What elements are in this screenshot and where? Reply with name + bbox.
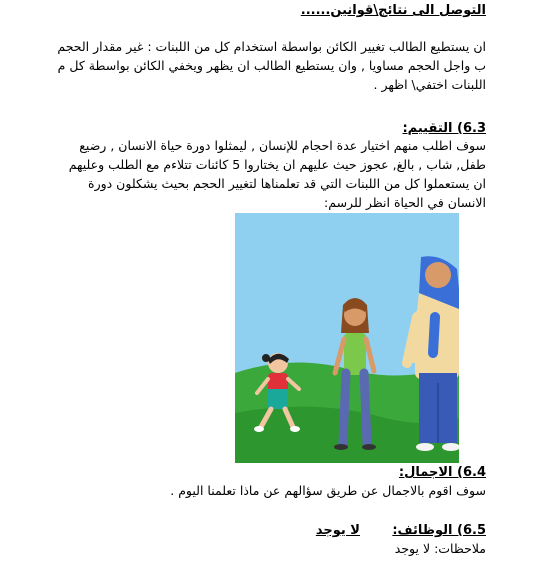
- heading-evaluation: 6.3) التقييم:: [402, 121, 486, 136]
- heading-summary: 6.4) الاجمال:: [398, 465, 486, 480]
- summary-text: سوف اقوم بالاجمال عن طريق سؤالهم عن ماذا تعلمنا اليوم .: [170, 483, 486, 498]
- para1-line-2: ب واجل الحجم مساويا , وان يستطيع الطالب ان يظهر ويخفي الكائن بواسطة كل م: [57, 58, 486, 73]
- tasks-value: لا يوجد: [315, 523, 360, 538]
- life-cycle-illustration: [235, 213, 459, 463]
- para2-line-4: الانسان في الحياة انظر للرسم:: [324, 195, 486, 210]
- para2-line-3: ان يستعملوا كل من اللبنات التي قد تعلمناها لتغيير الحجم بحيث يشكلون دورة: [88, 176, 486, 191]
- para1-line-1: ان يستطيع الطالب تغيير الكائن بواسطة استخدام كل من اللبنات : غير مقدار الحجم: [57, 39, 486, 54]
- para2-line-2: طفل, شاب , بالغ, عجوز حيث عليهم ان يختاروا 5 كائنات تتلاءم مع الطلب وعليهم: [68, 157, 486, 172]
- illustration-svg: [235, 213, 459, 463]
- para1-line-3: اللبنات اختفي\ اظهر .: [373, 77, 486, 92]
- heading-conclusion: التوصل الى نتائج\قوانين......: [300, 3, 486, 18]
- para2-line-1: سوف اطلب منهم اختيار عدة احجام للإنسان , ليمثلوا دورة حياة الانسان , رضيع: [79, 138, 486, 153]
- notes-text: ملاحظات: لا يوجد: [394, 541, 486, 556]
- heading-tasks: 6.5) الوظائف:: [392, 523, 486, 538]
